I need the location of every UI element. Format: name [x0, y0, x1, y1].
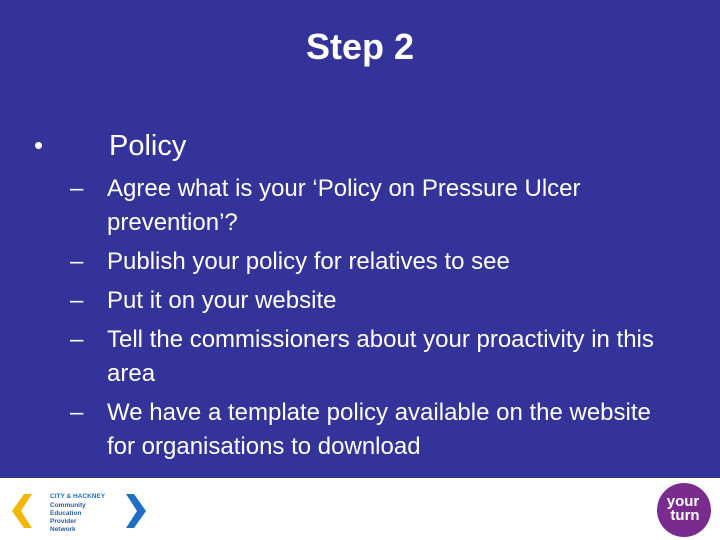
- svg-text:turn: turn: [670, 507, 700, 524]
- sub-bullet-text: We have a template policy available on the website for organisations to download: [107, 399, 651, 460]
- left-chevron-icon: [12, 494, 32, 528]
- sub-bullet-text: Put it on your website: [107, 287, 337, 314]
- city-hackney-network-logo: [10, 488, 150, 534]
- svg-text:Provider: Provider: [50, 518, 77, 525]
- svg-text:Network: Network: [50, 526, 76, 533]
- svg-text:CITY & HACKNEY: CITY & HACKNEY: [50, 493, 106, 500]
- sub-bullet-item: [0, 284, 667, 318]
- sub-bullet-text: Agree what is your ‘Policy on Pressure Ulcer prevention’?: [107, 175, 581, 236]
- footer-bar: [0, 478, 720, 540]
- bullet-marker: •: [34, 130, 44, 160]
- right-chevron-icon: [126, 494, 146, 528]
- dash-marker: –: [70, 248, 84, 275]
- dash-marker: –: [70, 399, 84, 426]
- svg-text:Community: Community: [50, 502, 86, 509]
- sub-bullet-text: Publish your policy for relatives to see: [107, 248, 510, 275]
- bullet-heading: Policy: [109, 130, 187, 162]
- svg-text:Education: Education: [50, 510, 82, 517]
- your-turn-logo: [656, 482, 712, 538]
- sub-bullet-item: [0, 245, 667, 279]
- slide-title: Step 2: [305, 26, 415, 67]
- sub-bullet-item: [0, 172, 667, 240]
- sub-bullet-list: [0, 172, 720, 469]
- dash-marker: –: [70, 326, 84, 353]
- dash-marker: –: [70, 175, 84, 202]
- sub-bullet-text: Tell the commissioners about your proactivity in this area: [107, 326, 654, 387]
- svg-text:your: your: [666, 493, 700, 510]
- dash-marker: –: [70, 287, 84, 314]
- sub-bullet-item: [0, 323, 667, 391]
- sub-bullet-item: [0, 396, 667, 464]
